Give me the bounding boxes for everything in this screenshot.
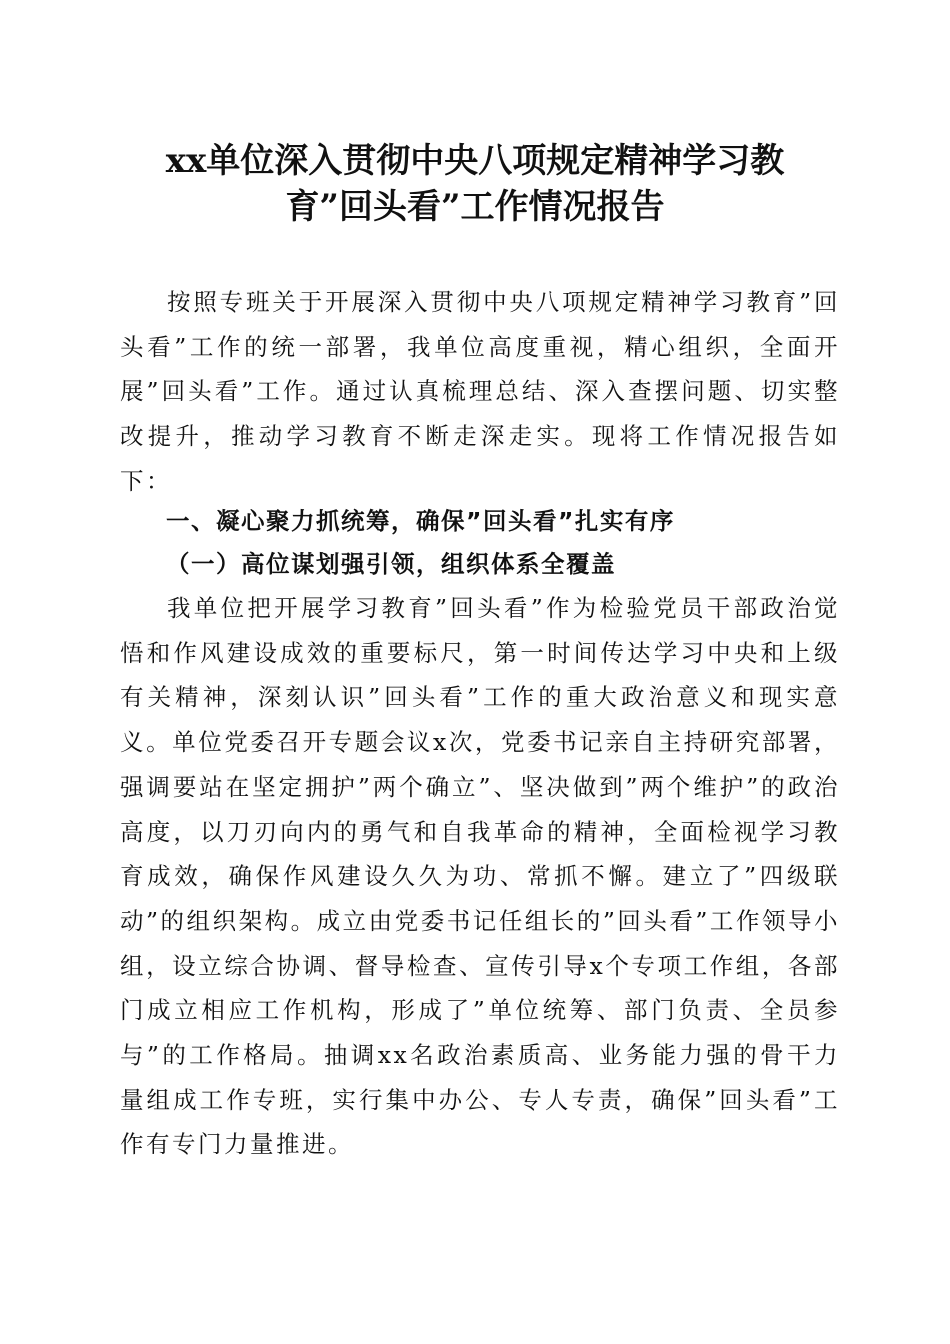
- document-title-line-2: 育”回头看”工作情况报告: [285, 187, 665, 227]
- intro-paragraph: 按照专班关于开展深入贯彻中央八项规定精神学习教育”回头看”工作的统一部署，我单位高度重视，精心组织，全面开展”回头看”工作。通过认真梳理总结、深入查摆问题、切实整改提升，推动学习教育不断走深走实。现将工作情况报告如下：: [120, 288, 840, 495]
- section-heading-1: 一、凝心聚力抓统筹，确保”回头看”扎实有序: [166, 507, 675, 535]
- document-title-line-1: xx单位深入贯彻中央八项规定精神学习教: [165, 141, 785, 181]
- subsection-paragraph-1: 我单位把开展学习教育”回头看”作为检验党员干部政治觉悟和作风建设成效的重要标尺，第一时间传达学习中央和上级有关精神，深刻认识”回头看”工作的重大政治意义和现实意义。单位党委召开专题会议x次，党委书记亲自主持研究部署，强调要站在坚定拥护”两个确立”、坚决做到”两个维护”的政治高度，以刀刃向内的勇气和自我革命的精神，全面检视学习教育成效，确保作风建设久久为功、常抓不懈。建立了”四级联动”的组织架构。成立由党委书记任组长的”回头看”工作领导小组，设立综合协调、督导检查、宣传引导x个专项工作组，各部门成立相应工作机构，形成了”单位统筹、部门负责、全员参与”的工作格局。抽调xx名政治素质高、业务能力强的骨干力量组成工作专班，实行集中办公、专人专责，确保”回头看”工作有专门力量推进。: [120, 594, 840, 1159]
- subsection-heading-1: （一）高位谋划强引领，组织体系全覆盖: [166, 550, 616, 578]
